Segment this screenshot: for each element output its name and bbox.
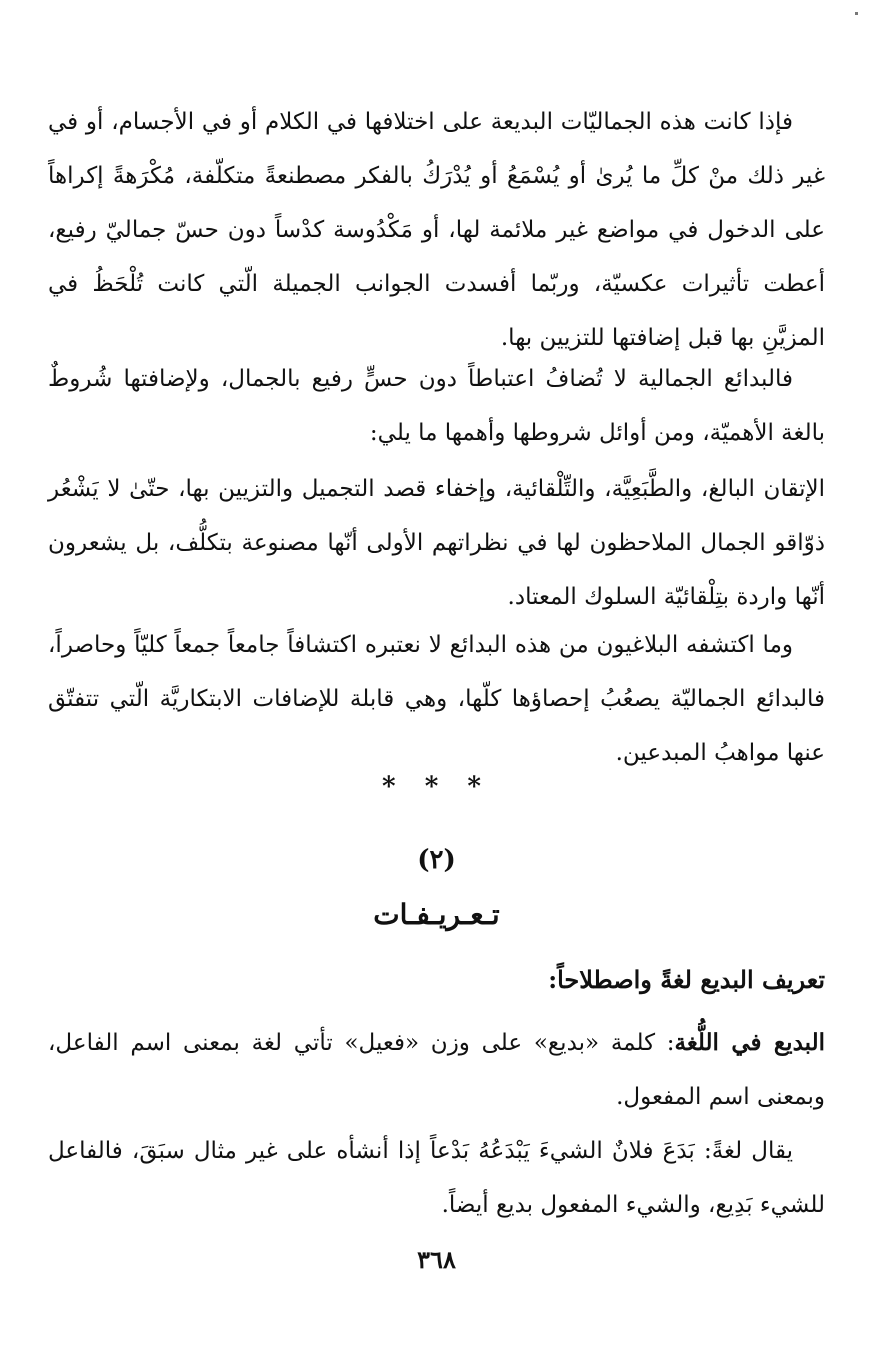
paragraph-conditions: فالبدائع الجمالية لا تُضافُ اعتباطاً دون حسٍّ رفيع بالجمال، ولإضافتها شُروطٌ بالغة الأهميّة، ومن أوائل شروطها وأهمها ما يلي: bbox=[48, 366, 825, 446]
section-divider: * * * bbox=[382, 772, 491, 802]
section-number: (٢) bbox=[417, 845, 456, 875]
paragraph-mastery: الإتقان البالغ، والطَّبَعِيَّة، والتِّلْقائية، وإخفاء قصد التجميل والتزيين بها، حتّىٰ لا يَشْعُر ذوّاقو الجمال الملاحظون لها في نظراتهم الأولى أنّها مصنوعة بتكلُّف، بل يشعرون أنّها واردة بتِلْقائيّة السلوك المعتاد. bbox=[48, 476, 825, 610]
paragraph-linguistic-definition bbox=[48, 1016, 825, 1124]
paragraph-aesthetics: فإذا كانت هذه الجماليّات البديعة على اختلافها في الكلام أو في الأجسام، أو في غير ذلك منْ كلِّ ما يُرىٰ أو يُسْمَعُ أو يُدْرَكُ بالفكر مصطنعةً متكلّفة، مُكْرَهةً إكراهاً على الدخول في مواضع غير ملائمة لها، أو مَكْدُوسة كدْساً دون حسّ جماليّ رفيع، أعطت تأثيرات عكسيّة، وربّما أفسدت الجوانب الجميلة الّتي كانت تُلْحَظُ في المزيَّنِ بها قبل إضافتها للتزيين بها. bbox=[48, 109, 825, 351]
scan-speck bbox=[855, 12, 858, 15]
definition-text: : كلمة «بديع» على وزن «فعيل» تأتي لغة بمعنى اسم الفاعل، وبمعنى اسم المفعول. bbox=[48, 1030, 825, 1110]
definition-term: البديع في اللُّغة bbox=[674, 1029, 825, 1056]
definition-heading: تعريف البديع لغةً واصطلاحاً: bbox=[548, 965, 825, 994]
page-number: ٣٦٨ bbox=[417, 1245, 456, 1274]
paragraph-example: يقال لغةً: بَدَعَ فلانٌ الشيءَ يَبْدَعُهُ بَدْعاً إذا أنشأه على غير مثال سبَقَ، فالفاعل للشيء بَدِيع، والشيء المفعول بديع أيضاً. bbox=[48, 1138, 825, 1218]
section-title: تـعـريـفـات bbox=[373, 898, 500, 931]
paragraph-discoveries: وما اكتشفه البلاغيون من هذه البدائع لا نعتبره اكتشافاً جامعاً جمعاً كليّاً وحاصراً، فالبدائع الجماليّة يصعُبُ إحصاؤها كلّها، وهي قابلة للإضافات الابتكاريَّة الّتي تتفتّق عنها مواهبُ المبدعين. bbox=[48, 632, 825, 766]
